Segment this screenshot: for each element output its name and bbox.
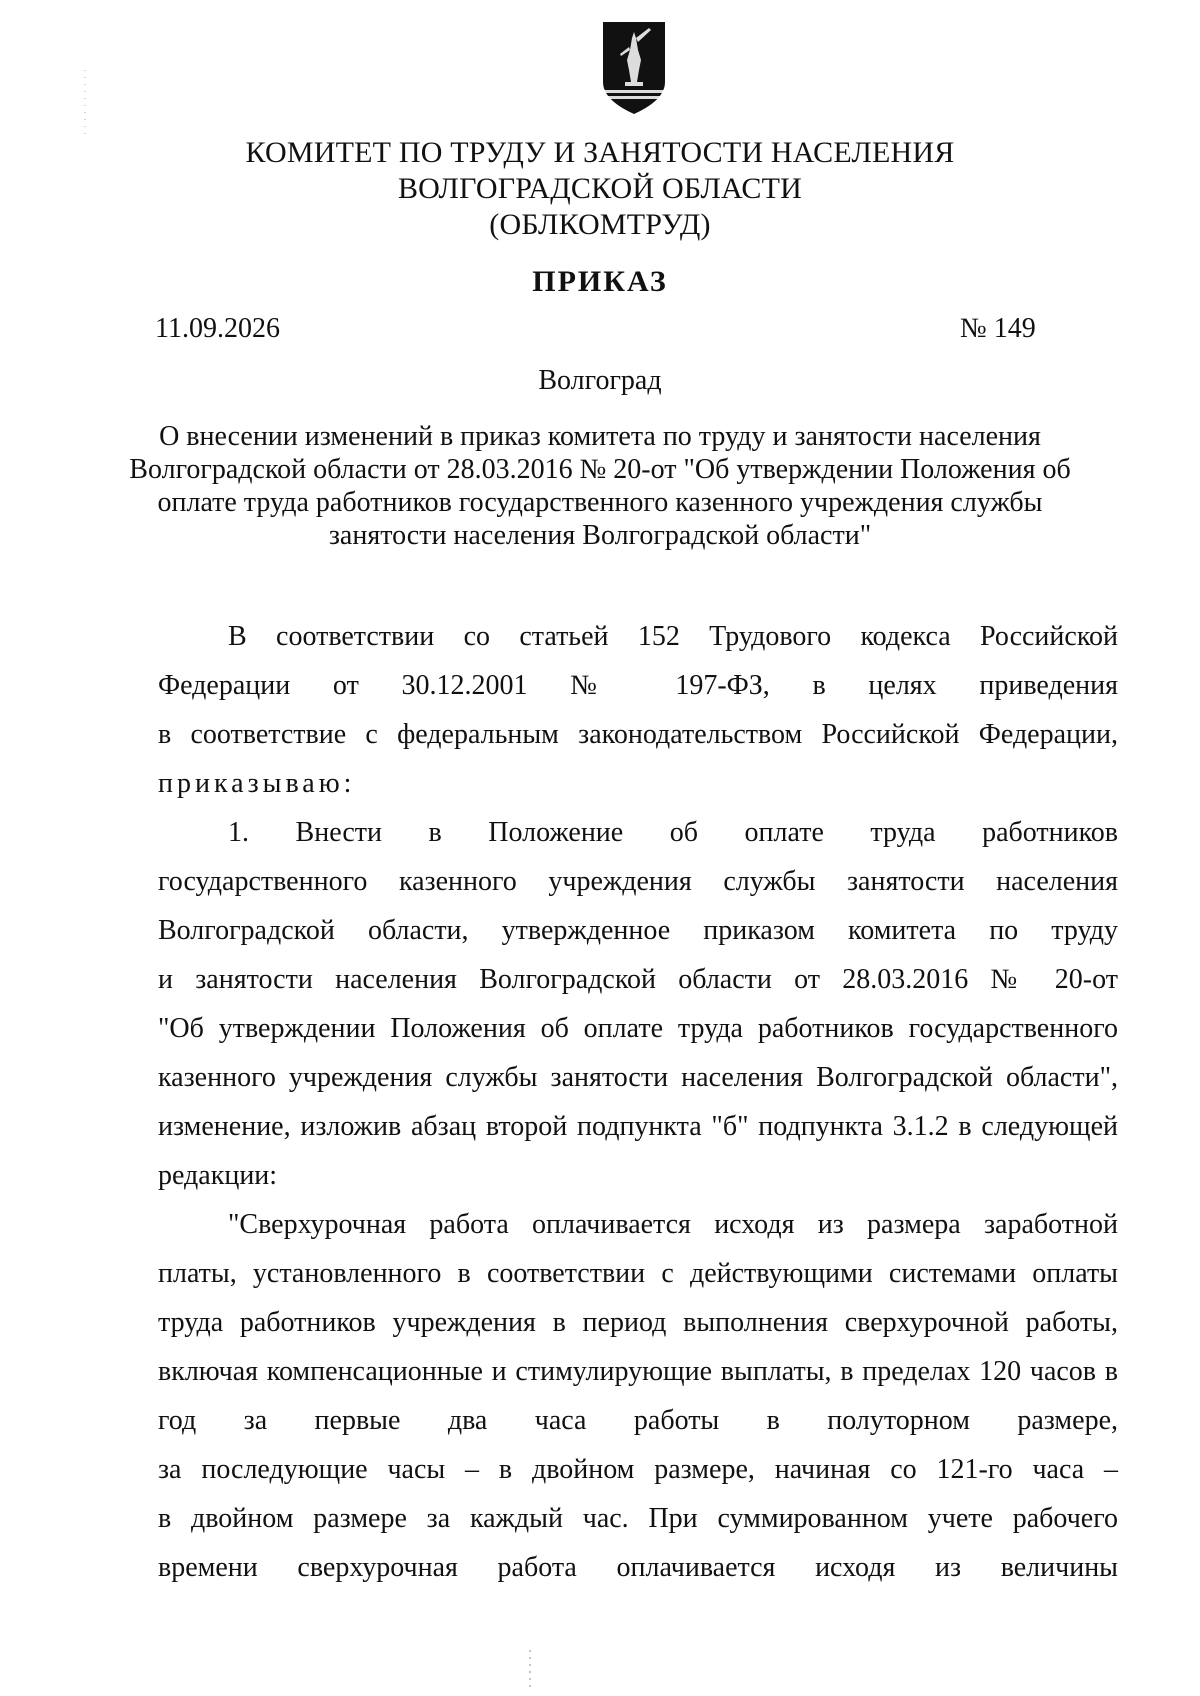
- body-line: Волгоградской области, утвержденное приказом комитета по труду: [158, 915, 1118, 946]
- body-line: "Об утверждении Положения об оплате труда работников государственного: [158, 1013, 1118, 1044]
- body-line: редакции:: [158, 1160, 278, 1191]
- body-line: Федерации от 30.12.2001 № 197-ФЗ, в целях приведения: [158, 670, 1118, 701]
- body-line: включая компенсационные и стимулирующие выплаты, в пределах 120 часов в: [158, 1356, 1118, 1387]
- body-line-order-word: приказываю:: [158, 768, 356, 799]
- document-date: 11.09.2026: [155, 313, 280, 344]
- document-number: № 149: [960, 313, 1036, 344]
- body-line: платы, установленного в соответствии с действующими системами оплаты: [158, 1258, 1118, 1289]
- organization-name: [0, 135, 1200, 243]
- body-line: 1. Внести в Положение об оплате труда работников: [228, 817, 1118, 848]
- body-line: год за первые два часа работы в полуторном размере,: [158, 1405, 1118, 1436]
- title-line: О внесении изменений в приказ комитета по труду и занятости населения: [159, 421, 1041, 452]
- body-line: изменение, изложив абзац второй подпункта "б" подпункта 3.1.2 в следующей: [158, 1111, 1118, 1142]
- org-line-1: КОМИТЕТ ПО ТРУДУ И ЗАНЯТОСТИ НАСЕЛЕНИЯ: [245, 136, 955, 169]
- body-line: "Сверхурочная работа оплачивается исходя из размера заработной: [228, 1209, 1118, 1240]
- title-line: оплате труда работников государственного казенного учреждения службы: [157, 487, 1043, 518]
- document-body: [158, 612, 1118, 1592]
- org-line-3: (ОБЛКОМТРУД): [489, 208, 711, 241]
- document-type: ПРИКАЗ: [532, 265, 668, 298]
- body-line: государственного казенного учреждения службы занятости населения: [158, 866, 1118, 897]
- coat-of-arms-emblem: [599, 20, 669, 122]
- body-line: в двойном размере за каждый час. При суммированном учете рабочего: [158, 1503, 1118, 1534]
- body-line: за последующие часы – в двойном размере, начиная со 121-го часа –: [158, 1454, 1118, 1485]
- body-line: в соответствие с федеральным законодательством Российской Федерации,: [158, 719, 1118, 750]
- body-line: и занятости населения Волгоградской области от 28.03.2016 № 20-от: [158, 964, 1118, 995]
- document-title: [120, 420, 1080, 552]
- document-city: Волгоград: [538, 365, 662, 396]
- title-line: Волгоградской области от 28.03.2016 № 20-от "Об утверждении Положения об: [129, 454, 1071, 485]
- body-line: времени сверхурочная работа оплачивается исходя из величины: [158, 1552, 1118, 1583]
- title-line: занятости населения Волгоградской области": [328, 520, 872, 551]
- body-line: казенного учреждения службы занятости населения Волгоградской области",: [158, 1062, 1118, 1093]
- body-line: В соответствии со статьей 152 Трудового кодекса Российской: [228, 621, 1118, 652]
- org-line-2: ВОЛГОГРАДСКОЙ ОБЛАСТИ: [397, 172, 803, 205]
- body-line: труда работников учреждения в период выполнения сверхурочной работы,: [158, 1307, 1118, 1338]
